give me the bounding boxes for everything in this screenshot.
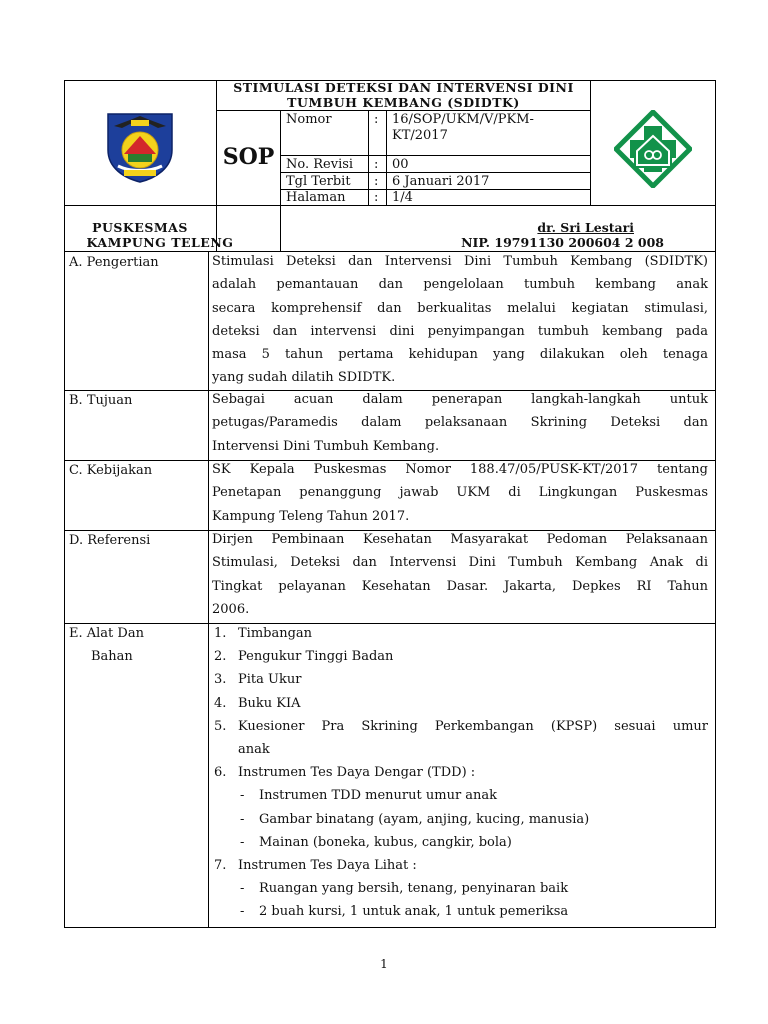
list-text: Kuesioner Pra Skrining Perkembangan (KPSP) sesuai umur — [238, 718, 708, 734]
meta-sep: : — [374, 190, 379, 205]
doc-title-line2: TUMBUH KEMBANG (SDIDTK) — [287, 95, 520, 110]
table-border-right — [715, 80, 716, 928]
text-line: Stimulasi Deteksi dan Intervensi Dini Tumbuh Kembang (SDIDTK) — [212, 254, 708, 269]
list-marker: 4. — [214, 695, 227, 711]
list-text: Pengukur Tinggi Badan — [238, 649, 394, 665]
list-text: 2 buah kursi, 1 untuk anak, 1 untuk pemeriksa — [259, 904, 569, 920]
text-line: Penetapan penanggung jawab UKM di Lingkungan Puskesmas — [212, 485, 708, 501]
list-text: Mainan (boneka, kubus, cangkir, bola) — [259, 834, 512, 850]
meta-sep: : — [374, 174, 379, 189]
section-body-pengertian — [212, 250, 708, 390]
list-item — [214, 668, 708, 691]
sop-label: SOP — [222, 144, 275, 170]
list-text: Ruangan yang bersih, tenang, penyinaran baik — [259, 881, 569, 897]
list-text: Instrumen Tes Daya Dengar (TDD) : — [238, 765, 476, 781]
list-marker: - — [240, 788, 245, 804]
sub-list-item — [214, 900, 708, 923]
text-line: deteksi dan intervensi dini penyimpangan tumbuh kembang pada — [212, 323, 708, 339]
regency-emblem-icon — [104, 110, 176, 184]
meta-col-1 — [368, 110, 369, 206]
sub-list-item — [214, 784, 708, 807]
list-item — [214, 854, 708, 877]
meta-label-nomor: Nomor — [286, 112, 332, 127]
puskesmas-logo-icon — [614, 110, 692, 188]
meta-label-terbit: Tgl Terbit — [286, 174, 351, 189]
section-body-kebijakan — [212, 458, 708, 528]
text-line: Sebagai acuan dalam penerapan langkah-langkah untuk — [212, 392, 708, 407]
meta-value-nomor-cont: KT/2017 — [392, 128, 448, 143]
list-text: Buku KIA — [238, 695, 301, 711]
text-line: SK Kepala Puskesmas Nomor 188.47/05/PUSK-KT/2017 tentang — [212, 462, 708, 477]
org-name-line2: KAMPUNG TELENG — [86, 235, 234, 250]
list-item — [214, 715, 708, 738]
list-text: anak — [238, 741, 270, 757]
text-line: 2006. — [212, 601, 250, 617]
section-label-referensi: D. Referensi — [69, 533, 151, 548]
list-item — [214, 761, 708, 784]
sub-list-item — [214, 831, 708, 854]
list-marker: 5. — [214, 718, 227, 734]
text-line: masa 5 tahun pertama kehidupan yang dilakukan oleh tenaga — [212, 347, 708, 363]
list-marker: - — [240, 881, 245, 897]
text-line: yang sudah dilatih SDIDTK. — [212, 370, 396, 386]
text-line: adalah pemantauan dan pengelolaan tumbuh kembang anak — [212, 277, 708, 293]
text-line: Kampung Teleng Tahun 2017. — [212, 508, 410, 524]
sub-list-item — [214, 808, 708, 831]
list-item — [214, 622, 708, 645]
meta-col-2 — [386, 110, 387, 206]
meta-value-nomor: 16/SOP/UKM/V/PKM- — [392, 112, 534, 127]
page-number: 1 — [380, 957, 388, 971]
section-label-alat-cont: Bahan — [91, 649, 133, 664]
doc-title-line1: STIMULASI DETEKSI DAN INTERVENSI DINI — [233, 80, 574, 95]
sub-list-item — [214, 877, 708, 900]
sop-divider — [280, 110, 281, 251]
list-text: Pita Ukur — [238, 672, 302, 688]
meta-sep: : — [374, 112, 379, 127]
meta-label-halaman: Halaman — [286, 190, 346, 205]
list-text: Instrumen Tes Daya Lihat : — [238, 857, 417, 873]
org-name-line1: PUSKESMAS — [92, 220, 188, 235]
meta-value-halaman: 1/4 — [392, 190, 413, 205]
list-item — [214, 738, 708, 761]
meta-rule-1 — [280, 155, 591, 156]
equipment-list — [214, 622, 708, 923]
list-marker: 1. — [214, 626, 227, 641]
table-border-left — [64, 80, 65, 928]
list-marker: - — [240, 811, 245, 827]
list-marker: 6. — [214, 765, 227, 781]
section-label-alat: E. Alat Dan — [69, 626, 144, 641]
list-item — [214, 645, 708, 668]
signer-name: dr. Sri Lestari — [537, 220, 634, 235]
signer-nip: NIP. 19791130 200604 2 008 — [461, 235, 664, 250]
text-line: secara komprehensif dan berkualitas melalui kegiatan stimulasi, — [212, 300, 708, 316]
meta-value-revisi: 00 — [392, 157, 409, 172]
body-col-divider — [208, 251, 209, 928]
section-label-kebijakan: C. Kebijakan — [69, 463, 153, 478]
list-marker: - — [240, 834, 245, 850]
list-marker: 3. — [214, 672, 227, 688]
meta-label-revisi: No. Revisi — [286, 157, 354, 172]
text-line: Stimulasi, Deteksi dan Intervensi Dini Tumbuh Kembang Anak di — [212, 555, 708, 571]
section-label-tujuan: B. Tujuan — [69, 393, 133, 408]
text-line: petugas/Paramedis dalam pelaksanaan Skrining Deteksi dan — [212, 415, 708, 431]
list-marker: 7. — [214, 857, 227, 873]
meta-value-terbit: 6 Januari 2017 — [392, 174, 490, 189]
list-text: Gambar binatang (ayam, anjing, kucing, manusia) — [259, 811, 590, 827]
section-body-referensi — [212, 528, 708, 621]
list-text: Timbangan — [238, 626, 313, 641]
list-marker: 2. — [214, 649, 227, 665]
section-label-pengertian: A. Pengertian — [69, 255, 159, 270]
list-text: Instrumen TDD menurut umur anak — [259, 788, 498, 804]
table-border-bottom — [64, 927, 716, 928]
list-item — [214, 692, 708, 715]
text-line: Dirjen Pembinaan Kesehatan Masyarakat Pedoman Pelaksanaan — [212, 532, 708, 547]
list-marker: - — [240, 904, 245, 920]
header-bottom-rule — [64, 205, 716, 206]
meta-sep: : — [374, 157, 379, 172]
section-body-tujuan — [212, 388, 708, 458]
text-line: Intervensi Dini Tumbuh Kembang. — [212, 438, 440, 454]
text-line: Tingkat pelayanan Kesehatan Dasar. Jakarta, Depkes RI Tahun — [212, 578, 708, 594]
